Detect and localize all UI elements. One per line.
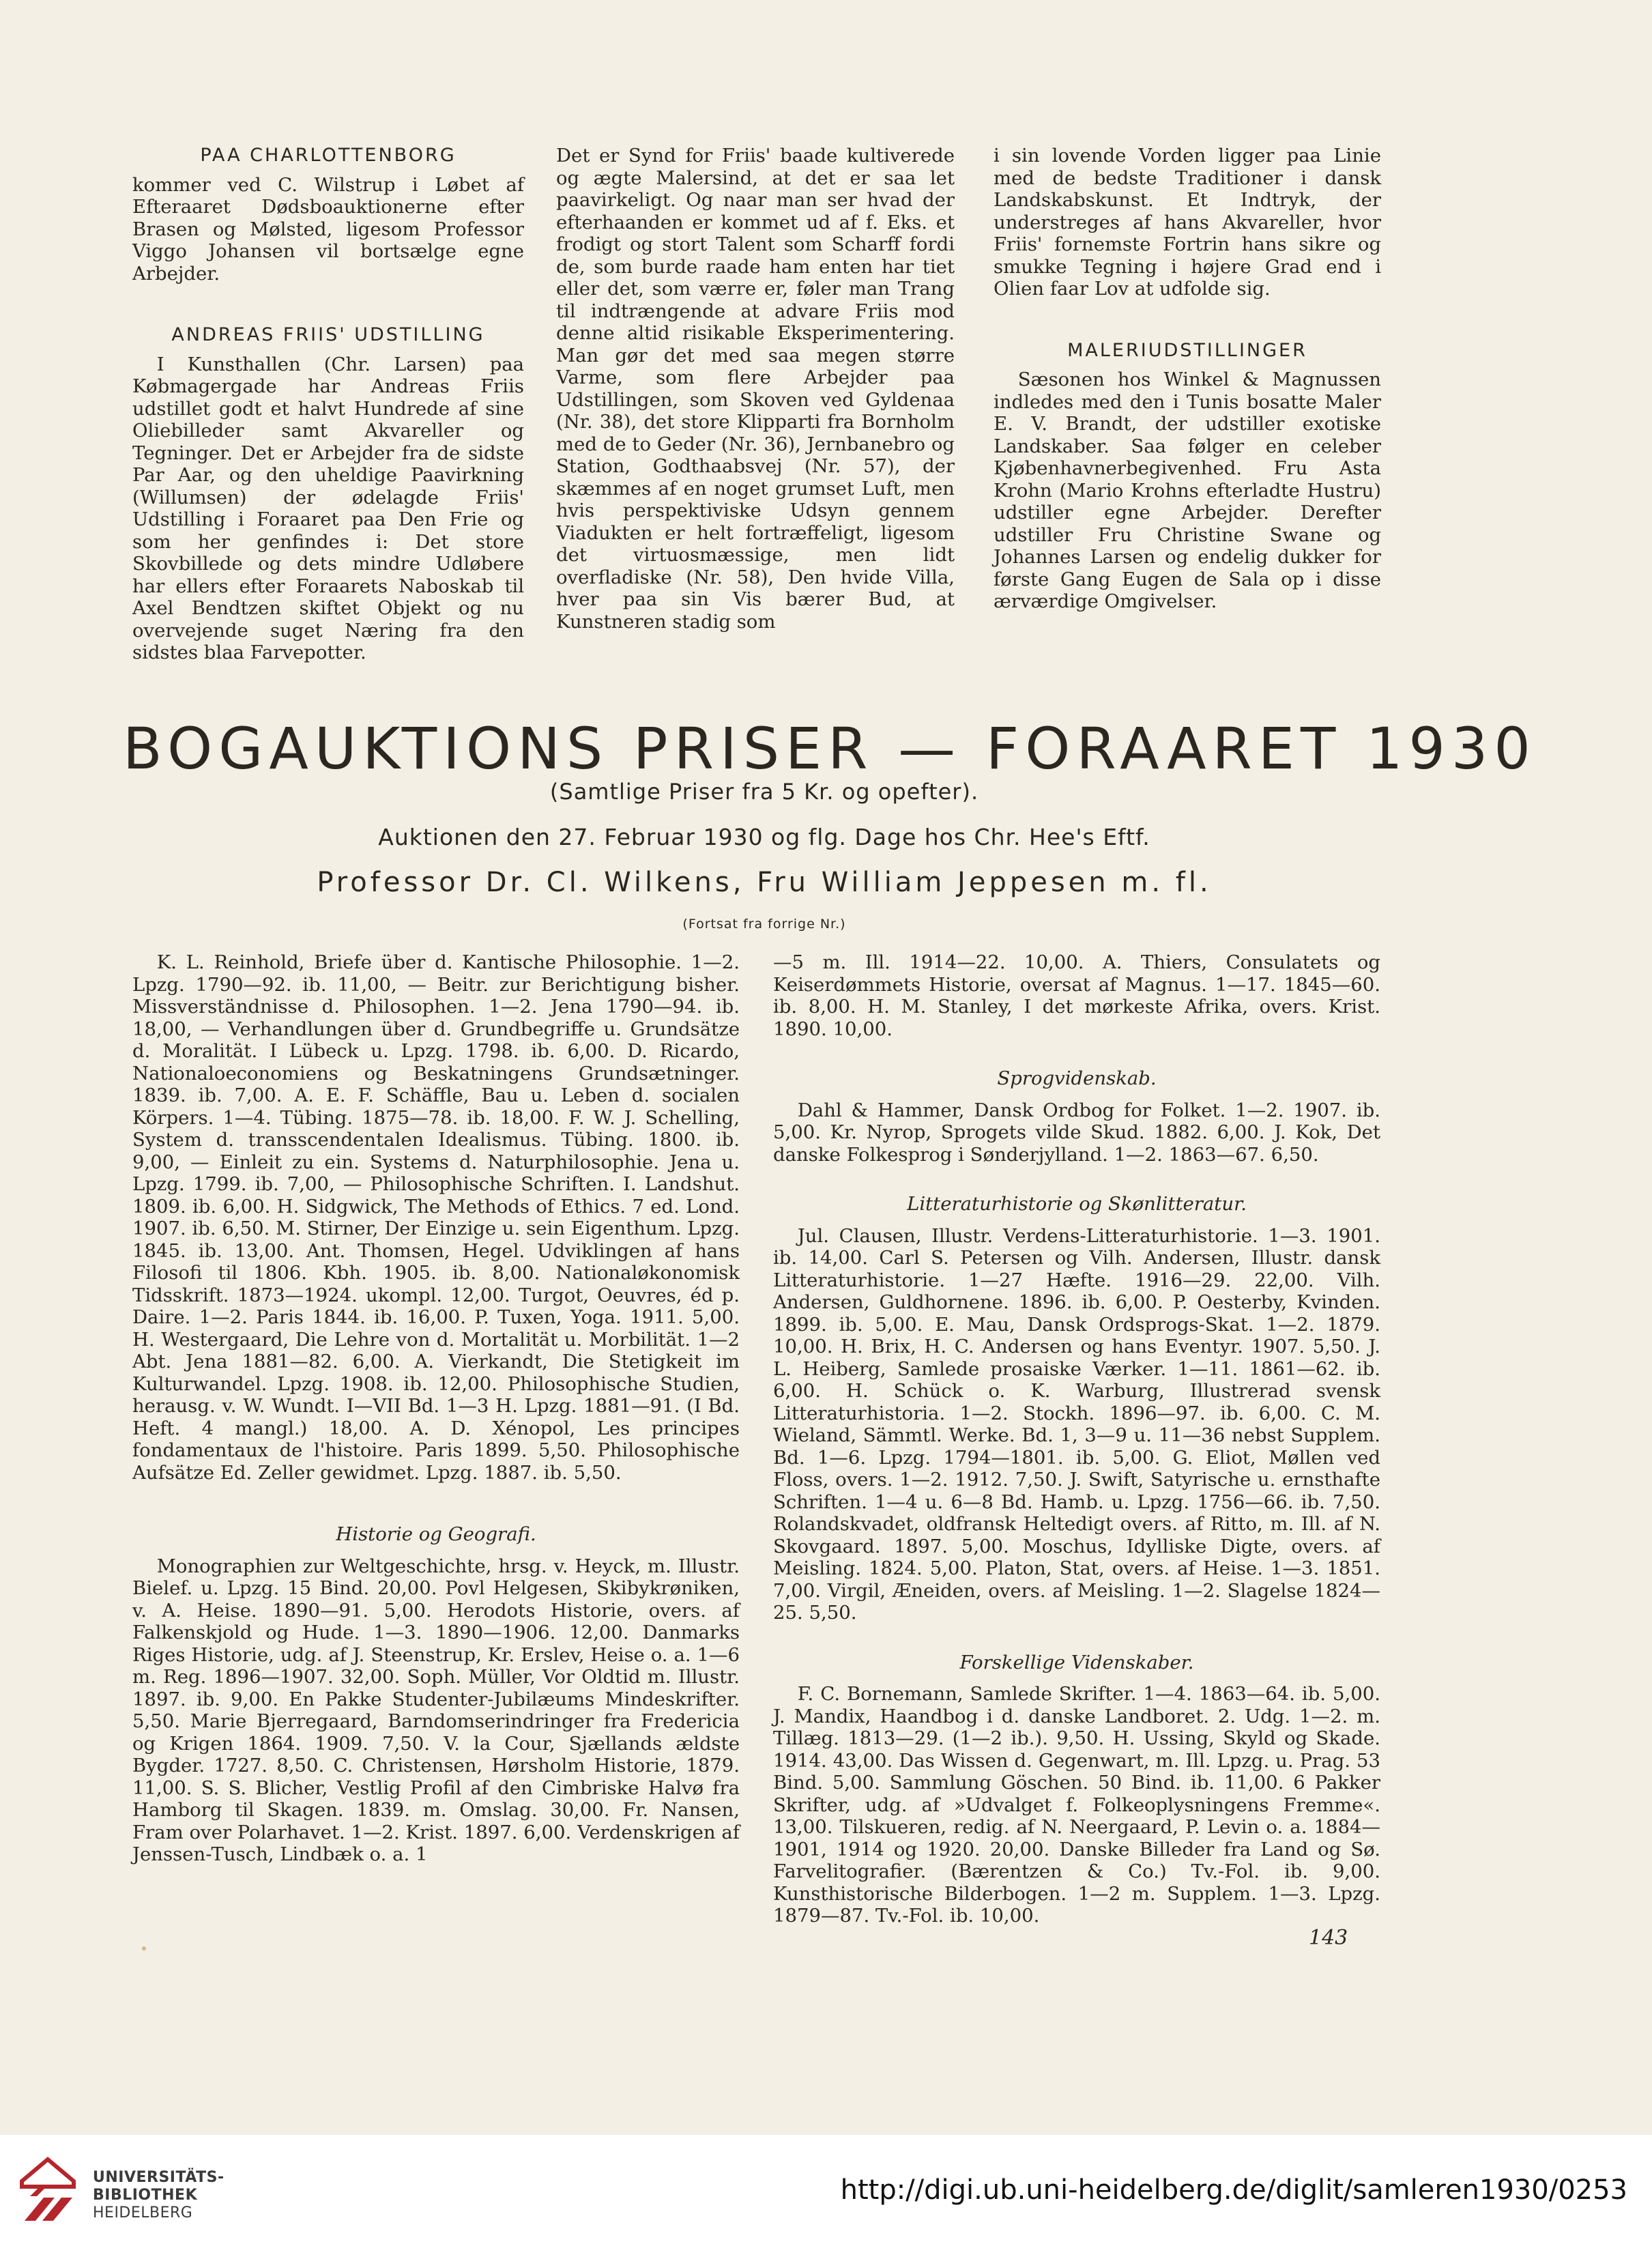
auction-line: Auktionen den 27. Februar 1930 og flg. Dage hos Chr. Hee's Eftf. (378, 824, 1150, 850)
paragraph: Monographien zur Weltgeschichte, hrsg. v. Heyck, m. Illustr. Bielef. u. Lpzg. 15 Bind. 20,00. Povl Helgesen, Skibykrøniken, v. A. Heise. 1890—91. 5,00. Herodots Historie, overs. af Falkenskjold og Hude. 1—3. 1890—1906. 12,00. Danmarks Riges Historie, udg. af J. Steenstrup, Kr. Erslev, Heise o. a. 1—6 m. Reg. 1896—1907. 32,00. Soph. Müller, Vor Oldtid m. Illustr. 1897. ib. 9,00. En Pakke Studenter-Jubilæums Mindeskrifter. 5,50. Marie Bjerregaard, Barndomserindringer fra Fredericia og Krigen 1864. 1909. 7,50. V. la Cour, Sjællands ældste Bygder. 1727. 8,50. C. Christensen, Hørsholm Historie, 1879. 11,00. S. S. Blicher, Vestlig Profil af den Cimbriske Halvø fra Hamborg til Skagen. 1839. m. Omslag. 30,00. Fr. Nansen, Fram over Polarhavet. 1—2. Krist. 1897. 6,00. Verdenskrigen af Jenssen-Tusch, Lindbæk o. a. 1 (132, 1555, 740, 1865)
footer-bar (0, 2135, 1652, 2259)
subsection-heading: Litteraturhistorie og Skønlitteratur. (907, 1193, 1247, 1215)
spacer (773, 1166, 1380, 1193)
paragraph: Dahl & Hammer, Dansk Ordbog for Folket. 1—2. 1907. ib. 5,00. Kr. Nyrop, Sprogets vilde Skud. 1882. 6,00. J. Kok, Det danske Folkesprog i Sønderjylland. 1—2. 1863—67. 6,50. (773, 1099, 1380, 1166)
price-list-right (773, 951, 1380, 1927)
names-line: Professor Dr. Cl. Wilkens, Fru William Jeppesen m. fl. (317, 867, 1212, 898)
subsection-heading: Forskellige Videnskaber. (959, 1651, 1194, 1673)
paragraph: Sæsonen hos Winkel & Magnussen indledes med den i Tunis bosatte Maler E. V. Brandt, der udstiller exotiske Landskaber. Saa følger en celeber Kjøbenhavnerbegivenhed. Fru Asta Krohn (Mario Krohns efterladte Hustru) udstiller egne Arbejder. Derefter udstiller Fru Christine Swane og Johannes Larsen og endelig dukker for første Gang Eugen de Sala op i disse ærværdige Omgivelser. (994, 369, 1381, 612)
university-logo-icon (15, 2154, 81, 2229)
paragraph: F. C. Bornemann, Samlede Skrifter. 1—4. 1863—64. ib. 5,00. J. Mandix, Haandbog i d. danske Landboret. 2. Udg. 1—2. m. Tillæg. 1813—29. (1—2 ib.). 9,50. H. Ussing, Skyld og Skade. 1914. 43,00. Das Wissen d. Gegenwart, m. Ill. Lpzg. u. Prag. 53 Bind. 5,00. Sammlung Göschen. 50 Bind. ib. 11,00. 6 Pakker Skrifter, udg. af »Udvalget f. Folkeoplysningens Fremme«. 13,00. Tilskueren, redig. af N. Neergaard, P. Levin o. a. 1884—1901, 1914 og 1920. 20,00. Danske Billeder fra Land og Sø. Farvelitografier. (Bærentzen & Co.) Tv.-Fol. ib. 9,00. Kunsthistorische Bilderbogen. 1—2 m. Supplem. 1—3. Lpzg. 1879—87. Tv.-Fol. ib. 10,00. (773, 1683, 1380, 1927)
continued-note: (Fortsat fra forrige Nr.) (682, 917, 846, 932)
spacer (773, 1624, 1380, 1652)
paragraph: Det er Synd for Friis' baade kultiverede og ægte Malersind, at det er saa let paavirkeligt. Og naar man ser hvad der efterhaanden er kommet ud af f. Eks. et frodigt og stort Talent som Scharff fordi de, som burde raade ham enten har tiet eller det, som værre er, føler man Trang til indtrængende at advare Friis mod denne altid risikable Eksperimentering. Man gør det med saa megen større Varme, som flere Arbejder paa Udstillingen, som Skoven ved Gyldenaa (Nr. 38), det store Klipparti fra Bornholm med de to Geder (Nr. 36), Jernbanebro og Station, Godthaabsvej (Nr. 57), der skæmmes af en noget grumset Luft, men hvis perspektiviske Udsyn gennem Viadukten er helt fortræffeligt, ligesom det virtuosmæssige, men lidt overfladiske (Nr. 58), Den hvide Villa, hver paa sin Vis bærer Bud, at Kunstneren stadig som (556, 145, 955, 633)
article-column-2 (556, 145, 955, 633)
spacer (773, 1040, 1380, 1067)
spacer (994, 300, 1381, 340)
library-line-2: BIBLIOTHEK (93, 2187, 198, 2204)
article-column-1 (132, 145, 524, 664)
library-line-3: HEIDELBERG (93, 2204, 193, 2221)
paragraph: K. L. Reinhold, Briefe über d. Kantische Philosophie. 1—2. Lpzg. 1790—92. ib. 11,00, — Beitr. zur Berichtigung bisher. Missverständnisse d. Philosophen. 1—2. Jena 1790—94. ib. 18,00, — Verhandlungen über d. Grundbegriffe u. Grundsätze d. Moralität. I Lübeck u. Lpzg. 1798. ib. 6,00. D. Ricardo, Nationaloeconomiens og Beskatningens Grundsætninger. 1839. ib. 7,00. A. E. F. Schäffle, Bau u. Leben d. socialen Körpers. 1—4. Tübing. 1875—78. ib. 18,00. F. W. J. Schelling, System d. transscendentalen Idealismus. Tübing. 1800. ib. 9,00, — Einleit zu ein. Systems d. Naturphilosophie. Jena u. Lpzg. 1799. ib. 7,00, — Philosophische Schriften. I. Landshut. 1809. ib. 6,00. H. Sidgwick, The Methods of Ethics. 7 ed. Lond. 1907. ib. 6,50. M. Stirner, Der Einzige u. sein Eigenthum. Lpzg. 1845. ib. 13,00. Ant. Thomsen, Hegel. Udviklingen af hans Filosofi til 1806. Kbh. 1905. ib. 8,00. Nationaløkonomisk Tidsskrift. 1873—1924. ukompl. 12,00. Turgot, Oeuvres, éd p. Daire. 1—2. Paris 1844. ib. 16,00. P. Tuxen, Yoga. 1911. 5,00. H. Westergaard, Die Lehre von d. Mortalität u. Morbilität. 1—2 Abt. Jena 1881—82. 6,00. A. Vierkandt, Die Stetigkeit im Kulturwandel. Lpzg. 1908. ib. 12,00. Philosophische Studien, herausg. v. W. Wundt. I—VII Bd. 1—3 H. Lpzg. 1881—91. (I Bd. Heft. 4 mangl.) 18,00. A. D. Xénopol, Les principes fondamentaux de l'histoire. Paris 1899. 5,50. Philosophische Aufsätze Ed. Zeller gewidmet. Lpzg. 1887. ib. 5,50. (132, 951, 740, 1484)
page-title: BOGAUKTIONS PRISER — FORAARET 1930 (123, 715, 1537, 782)
speck (142, 1946, 146, 1951)
subsection-heading: Sprogvidenskab. (997, 1067, 1157, 1089)
spacer (132, 285, 524, 324)
subtitle: (Samtlige Priser fra 5 Kr. og opefter). (549, 779, 979, 805)
library-line-1: UNIVERSITÄTS- (93, 2169, 224, 2186)
paragraph: —5 m. Ill. 1914—22. 10,00. A. Thiers, Consulatets og Keiserdømmets Historie, oversat af Magnus. 1—17. 1845—60. ib. 8,00. H. M. Stanley, I det mørkeste Afrika, overs. Krist. 1890. 10,00. (773, 951, 1380, 1040)
price-list-left (132, 951, 740, 1866)
spacer (132, 1484, 740, 1523)
paragraph: i sin lovende Vorden ligger paa Linie med de bedste Traditioner i dansk Landskabskunst. Et Indtryk, der understreges af hans Akvareller, hvor Friis' fornemste Fortrin hans sikre og smukke Tegning i højere Grad end i Olien faar Lov at udfolde sig. (994, 145, 1381, 300)
section-heading: MALERIUDSTILLINGER (1067, 339, 1307, 361)
library-name (93, 2169, 224, 2222)
paragraph: I Kunsthallen (Chr. Larsen) paa Købmagergade har Andreas Friis udstillet godt et halvt Hundrede af sine Oliebilleder samt Akvareller og Tegninger. Det er Arbejder fra de sidste Par Aar, og den uheldige Paavirkning (Willumsen) der ødelagde Friis' Udstilling i Foraaret paa Den Frie og som her genfindes i: Det store Skovbillede og dets mindre Udløbere har ellers efter Foraarets Naboskab til Axel Bendtzen skiftet Objekt og nu overvejende suget Næring fra den sidstes blaa Farvepotter. (132, 353, 524, 663)
section-heading: ANDREAS FRIIS' UDSTILLING (171, 324, 485, 345)
article-column-3 (994, 145, 1381, 613)
page-number: 143 (1309, 1926, 1348, 1950)
subsection-heading: Historie og Geografi. (336, 1523, 536, 1545)
source-url-link[interactable]: http://digi.ub.uni-heidelberg.de/diglit/samleren1930/0253 (840, 2174, 1627, 2206)
paragraph: kommer ved C. Wilstrup i Løbet af Efteraaret Dødsboauktionerne efter Brasen og Mølsted, ligesom Professor Viggo Johansen vil bortsælge egne Arbejder. (132, 173, 524, 285)
section-heading: PAA CHARLOTTENBORG (200, 145, 457, 166)
paragraph: Jul. Clausen, Illustr. Verdens-Litteraturhistorie. 1—3. 1901. ib. 14,00. Carl S. Petersen og Vilh. Andersen, Illustr. dansk Litteraturhistorie. 1—27 Hæfte. 1916—29. 22,00. Vilh. Andersen, Guldhornene. 1896. ib. 6,00. P. Oesterby, Kvinden. 1899. ib. 5,00. E. Mau, Dansk Ordsprogs-Skat. 1—2. 1879. 10,00. H. Brix, H. C. Andersen og hans Eventyr. 1907. 5,50. J. L. Heiberg, Samlede prosaiske Værker. 1—11. 1861—62. ib. 6,00. H. Schück o. K. Warburg, Illustrerad svensk Litteraturhistoria. 1—2. Stockh. 1896—97. ib. 6,00. C. M. Wieland, Sämmtl. Werke. Bd. 1, 3—9 u. 11—36 nebst Supplem. Bd. 1—6. Lpzg. 1794—1801. ib. 5,00. G. Eliot, Møllen ved Floss, overs. 1—2. 1912. 7,50. J. Swift, Satyrische u. ernsthafte Schriften. 1—4 u. 6—8 Bd. Hamb. u. Lpzg. 1756—66. ib. 7,50. Rolandskvadet, oldfransk Heltedigt overs. af Ritto, m. Ill. af N. Skovgaard. 1897. 5,00. Moschus, Idylliske Digte, overs. af Meisling. 1824. 5,00. Platon, Stat, overs. af Heise. 1—3. 1851. 7,00. Virgil, Æneiden, overs. af Meisling. 1—2. Slagelse 1824—25. 5,50. (773, 1224, 1380, 1624)
